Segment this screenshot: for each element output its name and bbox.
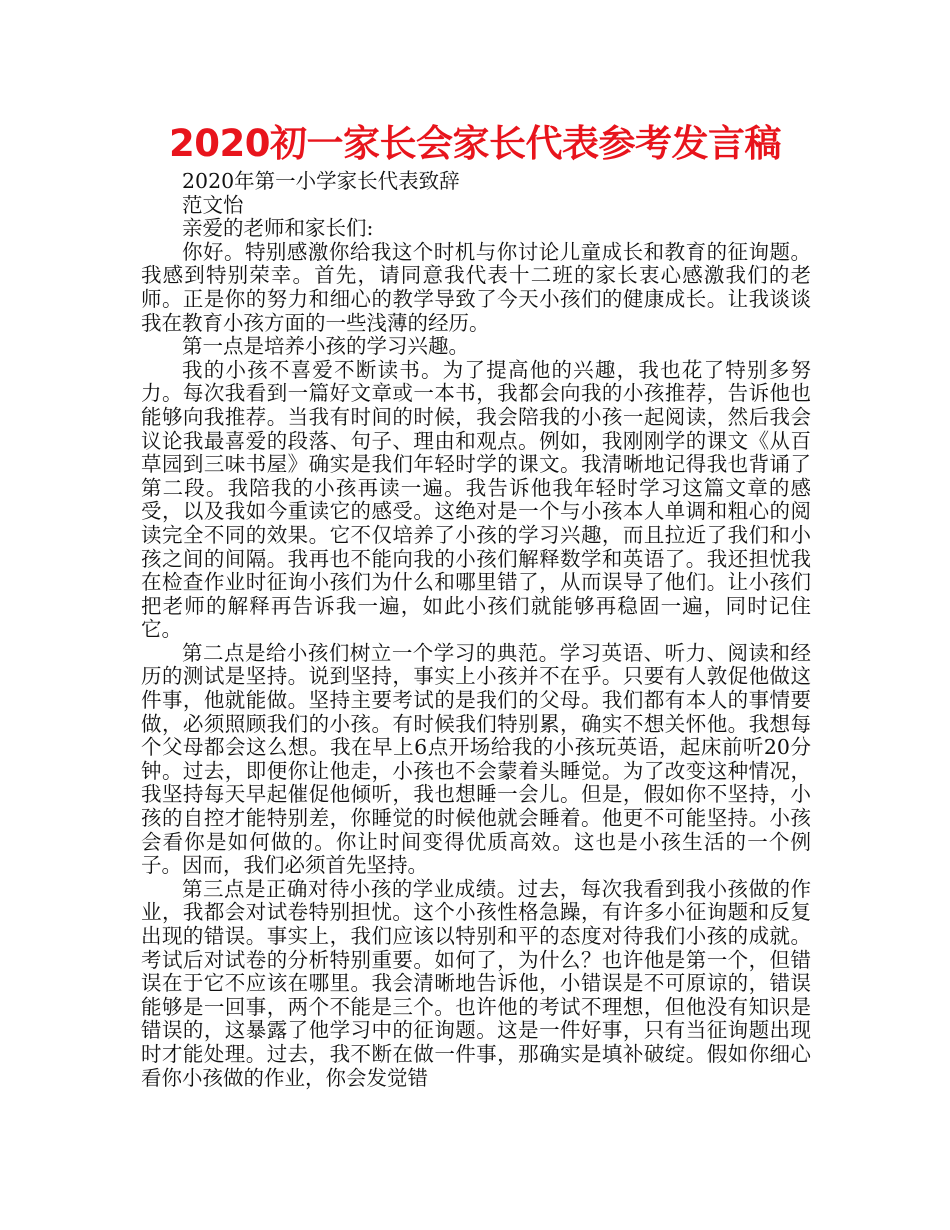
- paragraph-point-two: 第二点是给小孩们树立一个学习的典范。学习英语、听力、阅读和经历的测试是坚持。说到坚持，事实上小孩并不在乎。只要有人敦促他做这件事，他就能做。坚持主要考试的是我们的父母。我们都有本人的事情要做，必须照顾我们的小孩。有时候我们特别累，确实不想关怀他。我想每个父母都会这么想。我在早上6点开场给我的小孩玩英语，起床前听20分钟。过去，即便你让他走，小孩也不会蒙着头睡觉。为了改变这种情况，我坚持每天早起催促他倾听，我也想睡一会儿。但是，假如你不坚持，小孩的自控才能特别差，你睡觉的时候他就会睡着。他更不可能坚持。小孩会看你是如何做的。你让时间变得优质高效。这也是小孩生活的一个例子。因而，我们必须首先坚持。: [141, 640, 811, 878]
- paragraph-intro: 你好。特别感激你给我这个时机与你讨论儿童成长和教育的征询题。我感到特别荣幸。首先，请同意我代表十二班的家长衷心感激我们的老师。正是你的努力和细心的教学导致了今天小孩们的健康成长。让我谈谈我在教育小孩方面的一些浅薄的经历。: [141, 239, 811, 335]
- paragraph-salutation: 亲爱的老师和家长们:: [182, 216, 374, 241]
- page-title: 2020初一家长会家长代表参考发言稿: [169, 122, 781, 165]
- paragraph-point-one-body: 我的小孩不喜爱不断读书。为了提高他的兴趣，我也花了特别多努力。每次我看到一篇好文章或一本书，我都会向我的小孩推荐，告诉他也能够向我推荐。当我有时间的时候，我会陪我的小孩一起阅读，然后我会议论我最喜爱的段落、句子、理由和观点。例如，我刚刚学的课文《从百草园到三味书屋》确实是我们年轻时学的课文。我清晰地记得我也背诵了第二段。我陪我的小孩再读一遍。我告诉他我年轻时学习这篇文章的感受，以及我如今重读它的感受。这绝对是一个与小孩本人单调和粗心的阅读完全不同的效果。它不仅培养了小孩的学习兴趣，而且拉近了我们和小孩之间的间隔。我再也不能向我的小孩们解释数学和英语了。我还担忧我在检查作业时征询小孩们为什么和哪里错了，从而误导了他们。让小孩们把老师的解释再告诉我一遍，如此小孩们就能够再稳固一遍，同时记住它。: [141, 357, 811, 642]
- paragraph-subtitle: 2020年第一小学家长代表致辞: [182, 169, 460, 193]
- paragraph-point-one-heading: 第一点是培养小孩的学习兴趣。: [182, 334, 469, 359]
- document-body: [141, 170, 811, 1090]
- paragraph-point-three: 第三点是正确对待小孩的学业成绩。过去，每次我看到我小孩做的作业，我都会对试卷特别担忧。这个小孩性格急躁，有许多小征询题和反复出现的错误。事实上，我们应该以特别和平的态度对待我们小孩的成就。考试后对试卷的分析特别重要。如何了，为什么？也许他是第一个，但错误在于它不应该在哪里。我会清晰地告诉他，小错误是不可原谅的，错误能够是一回事，两个不能是三个。也许他的考试不理想，但他没有知识是错误的，这暴露了他学习中的征询题。这是一件好事，只有当征询题出现时才能处理。过去，我不断在做一件事，那确实是填补破绽。假如你细心看你小孩做的作业，你会发觉错: [141, 876, 811, 1090]
- paragraph-author: 范文怡: [182, 192, 244, 217]
